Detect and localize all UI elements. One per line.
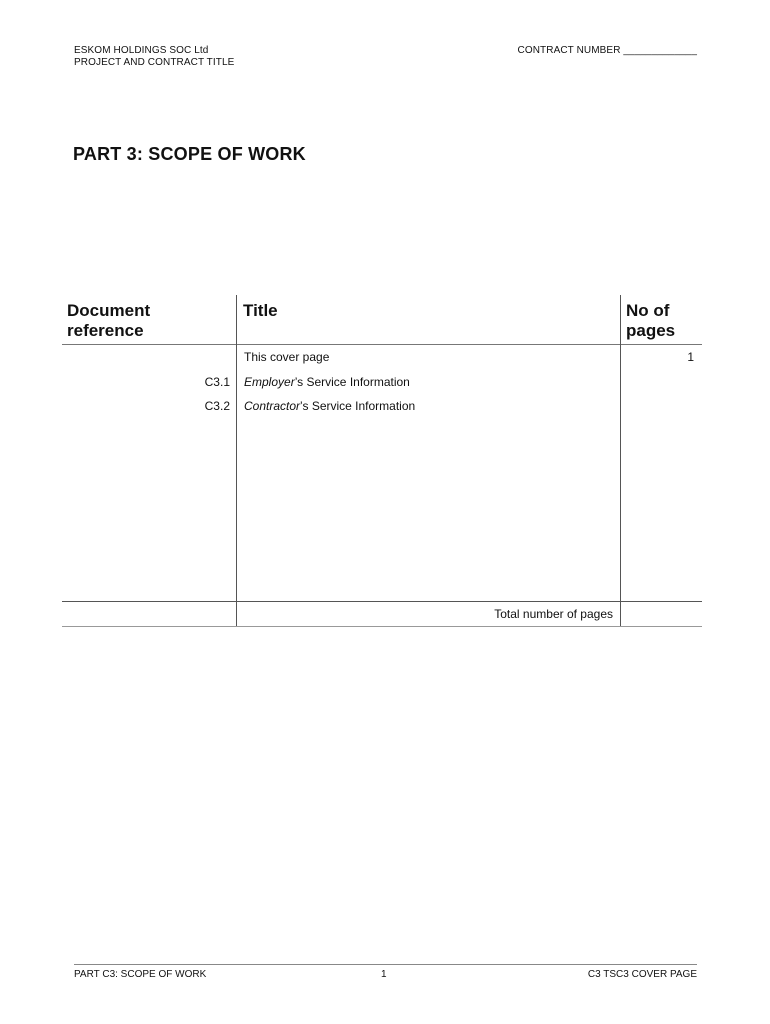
header-divider — [62, 344, 702, 345]
total-row-bottom-border — [62, 626, 702, 627]
contract-number: CONTRACT NUMBER _____________ — [517, 45, 697, 56]
page-title: PART 3: SCOPE OF WORK — [73, 144, 306, 164]
footer-divider — [74, 964, 697, 965]
column-header-reference-line1: Document — [67, 301, 151, 320]
column-header-title: Title — [243, 301, 278, 320]
row-title-rest: ’s Service Information — [294, 375, 410, 389]
project-title: PROJECT AND CONTRACT TITLE — [74, 57, 235, 68]
row-title — [244, 375, 410, 389]
column-divider-1 — [236, 295, 237, 627]
row-pages: 1 — [687, 350, 694, 364]
row-title-rest: ’s Service Information — [300, 399, 416, 413]
footer-document-code: C3 TSC3 COVER PAGE — [587, 969, 697, 980]
column-header-pages-line1: No of — [626, 301, 670, 320]
column-header-pages-line2: pages — [626, 321, 676, 340]
column-divider-2 — [620, 295, 621, 627]
column-header-reference-line2: reference — [67, 321, 144, 340]
row-reference: C3.2 — [204, 399, 230, 413]
column-header-reference — [67, 301, 227, 341]
total-row-top-border — [62, 601, 702, 602]
row-title — [244, 399, 415, 413]
total-pages-label: Total number of pages — [494, 607, 613, 621]
page-header-left — [74, 45, 234, 69]
footer-section: PART C3: SCOPE OF WORK — [74, 969, 207, 980]
footer-page-number: 1 — [381, 969, 387, 980]
row-title-italic: Contractor — [244, 399, 301, 413]
row-title-italic: Employer — [244, 375, 295, 389]
company-name: ESKOM HOLDINGS SOC Ltd — [74, 45, 209, 56]
row-title: This cover page — [244, 350, 330, 364]
row-reference: C3.1 — [204, 375, 230, 389]
column-header-pages — [626, 301, 696, 341]
